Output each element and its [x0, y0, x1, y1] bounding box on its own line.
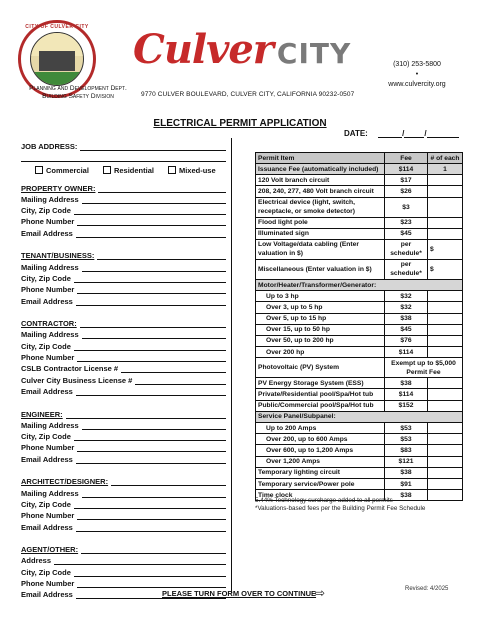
field-input-line[interactable]	[121, 363, 226, 373]
fee-row	[256, 358, 463, 378]
fee-row	[256, 313, 463, 324]
fee-amount: $121	[385, 456, 428, 467]
fee-quantity-input[interactable]: 1	[428, 164, 463, 175]
form-field-row[interactable]	[21, 352, 226, 363]
fee-amount: per schedule*	[385, 239, 428, 259]
fee-amount: $114	[385, 389, 428, 400]
fee-item: Photovoltaic (PV) System	[256, 358, 385, 378]
fee-item: PV Energy Storage System (ESS)	[256, 378, 385, 389]
header-fee: Fee	[385, 153, 428, 164]
fee-amount: $32	[385, 291, 428, 302]
fee-row	[256, 389, 463, 400]
field-label: Phone Number	[21, 217, 75, 227]
arrow-right-icon: ⇨	[315, 586, 326, 600]
revised-date: Revised: 4/2025	[405, 586, 449, 592]
field-input-line[interactable]	[82, 420, 226, 430]
field-input-line[interactable]	[77, 510, 226, 520]
checkbox-residential[interactable]: Residential	[103, 164, 154, 177]
field-label: Address	[21, 556, 52, 566]
form-field-row[interactable]	[21, 442, 226, 453]
fee-item: 120 Volt branch circuit	[256, 175, 385, 186]
logo-city: CITY	[276, 37, 352, 70]
date-day-line[interactable]	[404, 129, 427, 138]
form-field-row[interactable]	[21, 499, 226, 510]
fee-quantity-input[interactable]	[428, 175, 463, 186]
fee-table	[255, 152, 463, 501]
fee-amount: $114	[385, 347, 428, 358]
field-input-line[interactable]	[77, 352, 226, 362]
section-heading-row[interactable]	[21, 183, 226, 194]
fee-item: Time clock	[256, 490, 385, 501]
surcharge-note: 5.44% Technology surcharge added to all permits	[255, 497, 393, 504]
logo-culver: Culver	[133, 26, 273, 73]
fee-amount: $91	[385, 478, 428, 489]
form-field-row[interactable]	[21, 375, 226, 386]
fee-notes	[255, 497, 425, 513]
fee-quantity-input[interactable]	[428, 324, 463, 335]
field-label: Mailing Address	[21, 420, 79, 430]
field-input-line[interactable]	[82, 262, 226, 272]
fee-amount: $38	[385, 313, 428, 324]
fee-row	[256, 347, 463, 358]
field-label: City, Zip Code	[21, 341, 71, 351]
checkbox-commercial[interactable]: Commercial	[35, 164, 89, 177]
dept-line-2: Building Safety Division	[42, 93, 114, 100]
fee-row	[256, 456, 463, 467]
fee-amount: $38	[385, 490, 428, 501]
fee-row	[256, 445, 463, 456]
section-name-line[interactable]	[81, 544, 226, 554]
form-field-row[interactable]	[21, 363, 226, 374]
fee-quantity-input[interactable]	[428, 423, 463, 434]
fee-quantity-input[interactable]	[428, 445, 463, 456]
fee-quantity-input[interactable]: $	[428, 259, 463, 279]
page-title: ELECTRICAL PERMIT APPLICATION	[153, 118, 327, 129]
fee-item: Over 15, up to 50 hp	[256, 324, 385, 335]
field-label: Email Address	[21, 296, 73, 306]
fee-amount: $38	[385, 378, 428, 389]
field-label: Email Address	[21, 522, 73, 532]
contact-info	[372, 60, 462, 90]
form-field-row[interactable]	[21, 205, 226, 216]
fee-amount: $45	[385, 324, 428, 335]
fee-amount: $23	[385, 217, 428, 228]
field-input-line[interactable]	[135, 375, 226, 385]
field-input-line[interactable]	[74, 273, 226, 283]
fee-item: Temporary lighting circuit	[256, 467, 385, 478]
field-input-line[interactable]	[76, 296, 226, 306]
fee-quantity-input[interactable]	[428, 197, 463, 217]
fee-row	[256, 335, 463, 346]
header-permit-item: Permit Item	[256, 153, 385, 164]
field-label: Phone Number	[21, 285, 75, 295]
field-label: Email Address	[21, 454, 73, 464]
fee-item: Over 3, up to 5 hp	[256, 302, 385, 313]
field-input-line[interactable]	[54, 555, 226, 565]
phone-number: (310) 253-5800	[393, 61, 441, 68]
form-field-row[interactable]	[21, 488, 226, 499]
field-input-line[interactable]	[76, 386, 226, 396]
field-label: Mailing Address	[21, 488, 79, 498]
section-name-line[interactable]	[111, 476, 226, 486]
field-label: Email Address	[21, 228, 73, 238]
job-address-row[interactable]	[21, 141, 226, 152]
fee-item: Over 5, up to 15 hp	[256, 313, 385, 324]
fee-row	[256, 423, 463, 434]
fee-row	[256, 175, 463, 186]
field-label: Culver City Business License #	[21, 375, 133, 385]
form-field-row[interactable]	[21, 567, 226, 578]
seal-text: CITY OF CULVER CITY	[25, 24, 89, 30]
field-label: Mailing Address	[21, 194, 79, 204]
fee-quantity-input[interactable]	[428, 490, 463, 501]
field-input-line[interactable]	[77, 216, 226, 226]
fee-row	[256, 411, 463, 422]
job-address-label: JOB ADDRESS:	[21, 142, 78, 151]
field-label: City, Zip Code	[21, 273, 71, 283]
dept-line-1: Planning and Development Dept.	[29, 85, 127, 92]
fee-row	[256, 378, 463, 389]
section-heading-row[interactable]	[21, 250, 226, 261]
fee-row	[256, 324, 463, 335]
form-field-row[interactable]	[21, 329, 226, 340]
occupancy-checkboxes	[21, 164, 226, 177]
field-label: Phone Number	[21, 511, 75, 521]
form-field-row[interactable]	[21, 284, 226, 295]
culver-city-logo	[133, 26, 352, 73]
fee-row	[256, 217, 463, 228]
section-name-line[interactable]	[66, 409, 226, 419]
form-field-row[interactable]	[21, 431, 226, 442]
fee-amount: $83	[385, 445, 428, 456]
field-input-line[interactable]	[77, 442, 226, 452]
fee-quantity-input[interactable]	[428, 456, 463, 467]
section-heading: ARCHITECT/DESIGNER:	[21, 477, 109, 487]
field-label: Phone Number	[21, 443, 75, 453]
fee-quantity-input[interactable]	[428, 313, 463, 324]
fee-quantity-input[interactable]	[428, 347, 463, 358]
fee-item: Low Voltage/data cabling (Enter valuation in $)	[256, 239, 385, 259]
form-field-row[interactable]	[21, 454, 226, 465]
field-input-line[interactable]	[82, 488, 226, 498]
fee-item: Miscellaneous (Enter valuation in $)	[256, 259, 385, 279]
fee-row	[256, 400, 463, 411]
fee-quantity-input[interactable]	[428, 335, 463, 346]
form-field-row[interactable]	[21, 296, 226, 307]
fee-item: Issuance Fee (automatically included)	[256, 164, 385, 175]
field-label: City, Zip Code	[21, 499, 71, 509]
fee-row	[256, 239, 463, 259]
fee-item: Over 50, up to 200 hp	[256, 335, 385, 346]
fee-item: Over 600, up to 1,200 Amps	[256, 445, 385, 456]
fee-item: Temporary service/Power pole	[256, 478, 385, 489]
form-field-row[interactable]	[21, 194, 226, 205]
fee-quantity-input[interactable]	[428, 378, 463, 389]
field-input-line[interactable]	[74, 431, 226, 441]
fee-quantity-input[interactable]	[428, 291, 463, 302]
section-heading: CONTRACTOR:	[21, 319, 77, 329]
field-label: City, Zip Code	[21, 206, 71, 216]
form-field-row[interactable]	[21, 262, 226, 273]
field-label: Phone Number	[21, 353, 75, 363]
fee-amount: per schedule*	[385, 259, 428, 279]
column-divider	[231, 138, 232, 593]
form-field-row[interactable]	[21, 578, 226, 589]
field-input-line[interactable]	[77, 284, 226, 294]
field-label: City, Zip Code	[21, 567, 71, 577]
header-quantity: # of each	[428, 153, 463, 164]
fee-quantity-input[interactable]	[428, 186, 463, 197]
fee-amount: $17	[385, 175, 428, 186]
field-label: City, Zip Code	[21, 432, 71, 442]
fee-row	[256, 291, 463, 302]
form-field-row[interactable]	[21, 228, 226, 239]
seal-emblem	[30, 32, 84, 86]
fee-amount: $152	[385, 400, 428, 411]
fee-row	[256, 434, 463, 445]
section-heading: AGENT/OTHER:	[21, 545, 79, 555]
fee-quantity-input[interactable]	[428, 434, 463, 445]
section-name-line[interactable]	[97, 250, 226, 260]
fee-quantity-input[interactable]	[428, 302, 463, 313]
fee-quantity-input[interactable]	[428, 389, 463, 400]
fee-quantity-input[interactable]	[428, 400, 463, 411]
fee-quantity-input[interactable]	[428, 217, 463, 228]
date-label: DATE:	[344, 129, 368, 138]
fee-amount: Exempt up to $5,000 Permit Fee	[385, 358, 463, 378]
fee-row	[256, 467, 463, 478]
section-heading-row[interactable]	[21, 544, 226, 555]
fee-item: 208, 240, 277, 480 Volt branch circuit	[256, 186, 385, 197]
section-heading: PROPERTY OWNER:	[21, 183, 96, 193]
field-input-line[interactable]	[76, 228, 226, 238]
date-month-line[interactable]	[378, 129, 405, 138]
field-label: Email Address	[21, 590, 73, 600]
checkbox-mixed-use[interactable]: Mixed-use	[168, 164, 216, 177]
fee-table-header	[256, 153, 463, 164]
field-input-line[interactable]	[77, 578, 226, 588]
turn-over-notice: PLEASE TURN FORM OVER TO CONTINUE	[162, 589, 317, 598]
fee-row	[256, 478, 463, 489]
fee-row	[256, 228, 463, 239]
fee-amount: $53	[385, 423, 428, 434]
fee-amount: $3	[385, 197, 428, 217]
section-heading-row[interactable]	[21, 318, 226, 329]
bullet: •	[415, 71, 419, 78]
fee-row	[256, 259, 463, 279]
applicant-form	[21, 141, 226, 601]
section-name-line[interactable]	[98, 183, 226, 193]
date-sep-1: /	[402, 129, 405, 138]
website-link[interactable]: www.culvercity.org	[388, 81, 446, 88]
date-field[interactable]	[344, 129, 459, 138]
field-label: Mailing Address	[21, 330, 79, 340]
fee-row	[256, 164, 463, 175]
fee-category: Motor/Heater/Transformer/Generator:	[256, 279, 463, 290]
section-heading: TENANT/BUSINESS:	[21, 251, 95, 261]
field-input-line[interactable]	[74, 341, 226, 351]
job-address-line[interactable]	[80, 141, 226, 151]
fee-row	[256, 302, 463, 313]
fee-item: Private/Residential pool/Spa/Hot tub	[256, 389, 385, 400]
form-field-row[interactable]	[21, 420, 226, 431]
field-input-line[interactable]	[76, 454, 226, 464]
fee-item: Over 1,200 Amps	[256, 456, 385, 467]
date-sep-2: /	[424, 129, 427, 138]
section-name-line[interactable]	[80, 318, 226, 328]
field-input-line[interactable]	[74, 567, 226, 577]
form-sections	[21, 177, 226, 601]
valuation-note: *Valuations-based fees per the Building Permit Fee Schedule	[255, 505, 426, 512]
fee-amount: $114	[385, 164, 428, 175]
form-field-row[interactable]	[21, 522, 226, 533]
fee-row	[256, 186, 463, 197]
department-name	[18, 85, 138, 101]
fee-quantity-input[interactable]	[428, 478, 463, 489]
field-label: CSLB Contractor License #	[21, 364, 119, 374]
fee-item: Illuminated sign	[256, 228, 385, 239]
form-field-row[interactable]	[21, 555, 226, 566]
fee-amount: $26	[385, 186, 428, 197]
job-address-line-2[interactable]	[21, 152, 226, 162]
field-input-line[interactable]	[74, 205, 226, 215]
field-label: Mailing Address	[21, 262, 79, 272]
fee-amount: $45	[385, 228, 428, 239]
field-input-line[interactable]	[74, 499, 226, 509]
fee-amount: $32	[385, 302, 428, 313]
section-heading-row[interactable]	[21, 409, 226, 420]
section-heading-row[interactable]	[21, 476, 226, 487]
field-input-line[interactable]	[82, 194, 226, 204]
fee-quantity-input[interactable]	[428, 228, 463, 239]
form-field-row[interactable]	[21, 386, 226, 397]
fee-item: Flood light pole	[256, 217, 385, 228]
field-input-line[interactable]	[76, 522, 226, 532]
fee-category: Service Panel/Subpanel:	[256, 411, 463, 422]
fee-item: Over 200 hp	[256, 347, 385, 358]
fee-quantity-input[interactable]	[428, 467, 463, 478]
fee-item: Up to 3 hp	[256, 291, 385, 302]
form-field-row[interactable]	[21, 216, 226, 227]
fee-row	[256, 197, 463, 217]
fee-amount: $76	[385, 335, 428, 346]
fee-item: Electrical device (light, switch, receptacle, or smoke detector)	[256, 197, 385, 217]
form-field-row[interactable]	[21, 273, 226, 284]
fee-item: Up to 200 Amps	[256, 423, 385, 434]
section-heading: ENGINEER:	[21, 409, 63, 419]
street-address: 9770 CULVER BOULEVARD, CULVER CITY, CALIFORNIA 90232-0507	[141, 91, 355, 98]
form-field-row[interactable]	[21, 510, 226, 521]
field-label: Phone Number	[21, 578, 75, 588]
fee-quantity-input[interactable]: $	[428, 239, 463, 259]
fee-row	[256, 279, 463, 290]
form-field-row[interactable]	[21, 341, 226, 352]
fee-amount: $53	[385, 434, 428, 445]
fee-item: Over 200, up to 600 Amps	[256, 434, 385, 445]
fee-item: Public/Commercial pool/Spa/Hot tub	[256, 400, 385, 411]
fee-amount: $38	[385, 467, 428, 478]
date-year-line[interactable]	[427, 129, 459, 138]
field-input-line[interactable]	[82, 329, 226, 339]
field-label: Email Address	[21, 386, 73, 396]
